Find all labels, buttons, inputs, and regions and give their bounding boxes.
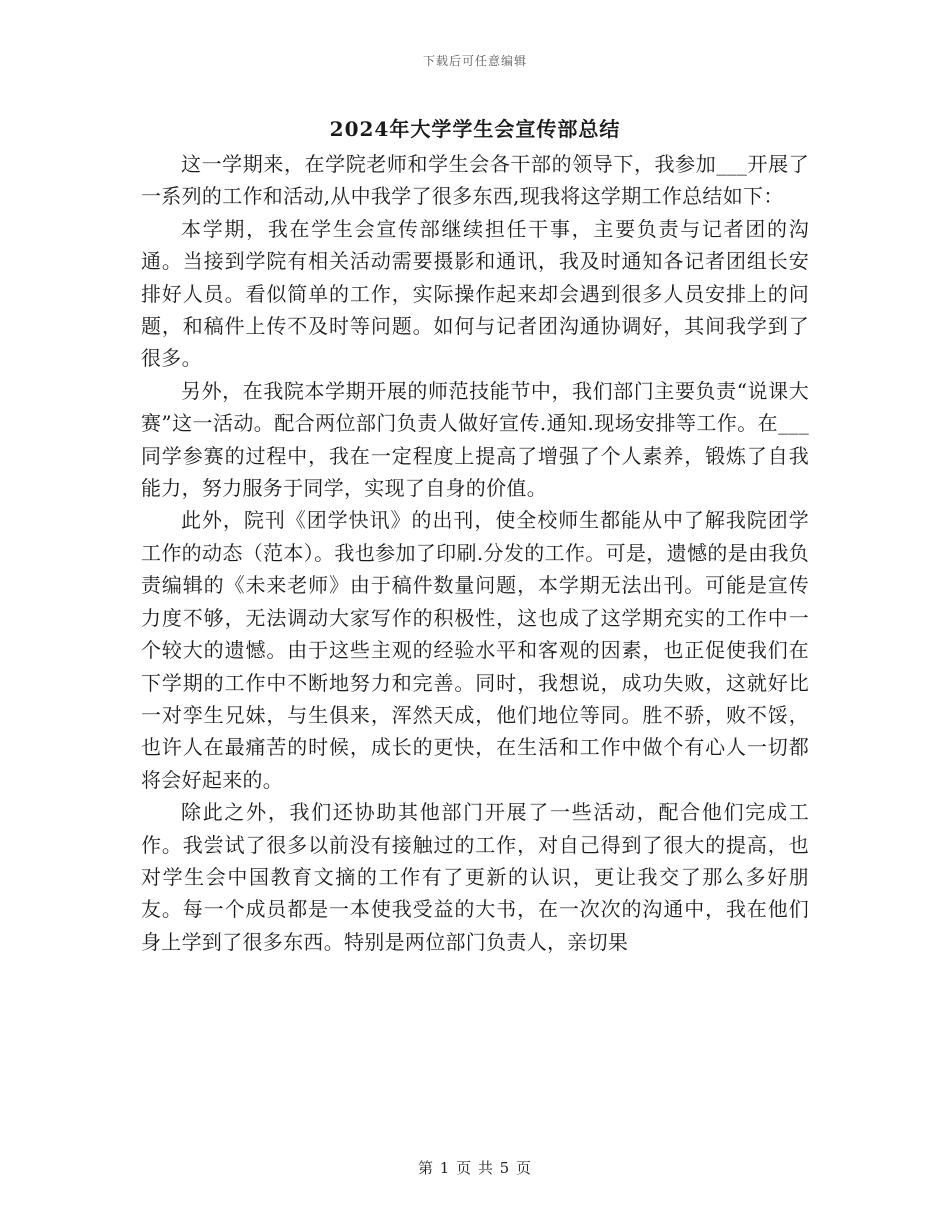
paragraph-reporter-team: 本学期，我在学生会宣传部继续担任干事，主要负责与记者团的沟通。当接到学院有相关活动需要摄影和通讯，我及时通知各记者团组长安排好人员。看似简单的工作，实际操作起来却会遇到很多人员安排上的问题，和稿件上传不及时等问题。如何与记者团沟通协调好，其间我学到了很多。 xyxy=(141,216,809,371)
paragraph-other-activities: 除此之外，我们还协助其他部门开展了一些活动，配合他们完成工作。我尝试了很多以前没有接触过的工作，对自己得到了很大的提高，也对学生会中国教育文摘的工作有了更新的认识，更让我交了那么多好朋友。每一个成员都是一本使我受益的大书，在一次次的沟通中，我在他们身上学到了很多东西。特别是两位部门负责人，亲切果 xyxy=(141,800,809,954)
page-header-note: 下载后可任意编辑 xyxy=(422,54,527,68)
paragraph-publication: 此外，院刊《团学快讯》的出刊，使全校师生都能从中了解我院团学工作的动态（范本）。我也参加了印刷.分发的工作。可是，遗憾的是由我负责编辑的《未来老师》由于稿件数量问题，本学期无法出刊。可能是宣传力度不够，无法调动大家写作的积极性，这也成了这学期充实的工作中一个较大的遗憾。由于这些主观的经验水平和客观的因素，也正促使我们在下学期的工作中不断地努力和完善。同时，我想说，成功失败，这就好比一对孪生兄妹，与生俱来，浑然天成，他们地位等同。胜不骄，败不馁，也许人在最痛苦的时候，成长的更快，在生活和工作中做个有心人一切都将会好起来的。 xyxy=(141,508,809,792)
page-number: 第 1 页 共 5 页 xyxy=(418,1159,532,1177)
paragraph-teaching-skills: 另外，在我院本学期开展的师范技能节中，我们部门主要负责“说课大赛”这一活动。配合两位部门负责人做好宣传.通知.现场安排等工作。在___同学参赛的过程中，我在一定程度上提高了增强了个人素养，锻炼了自我能力，努力服务于同学，实现了自身的价值。 xyxy=(141,378,809,501)
paragraph-intro: 这一学期来，在学院老师和学生会各干部的领导下，我参加___开展了一系列的工作和活动,从中我学了很多东西,现我将这学期工作总结如下： xyxy=(141,152,809,209)
document-title: 2024年大学学生会宣传部总结 xyxy=(329,117,621,141)
document-body xyxy=(141,148,809,958)
